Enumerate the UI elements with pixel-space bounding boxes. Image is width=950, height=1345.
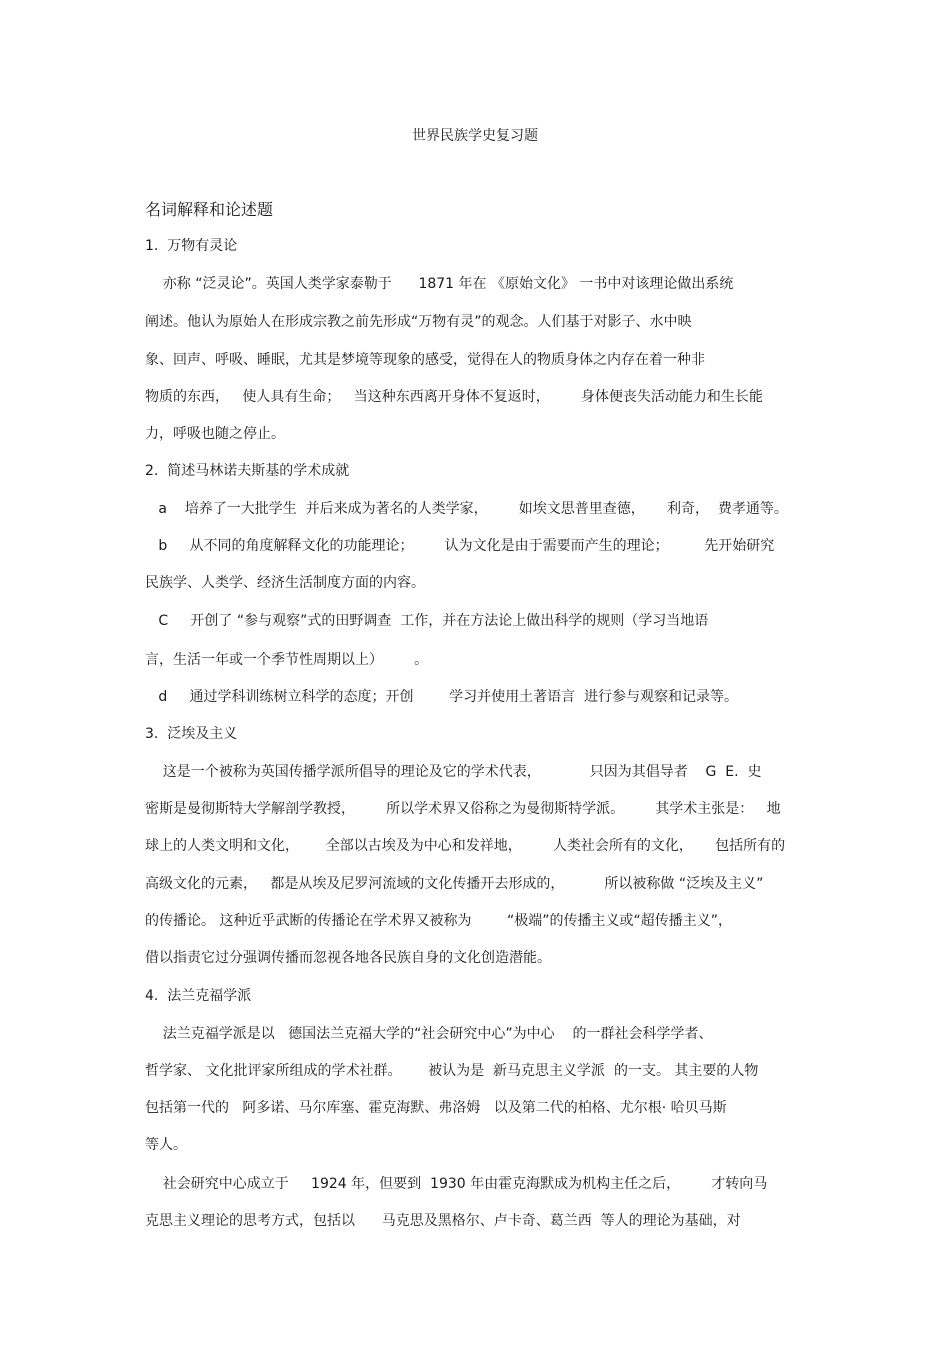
list-item-continuation: 言，生活一年或一个季节性周期以上） 。 <box>145 652 429 668</box>
paragraph-line: 高级文化的元素， 都是从埃及尼罗河流域的文化传播开去形成的， 所以被称做 “泛埃及主义” <box>145 876 764 892</box>
item-2-heading: 2. 简述马林诺夫斯基的学术成就 <box>145 463 350 479</box>
paragraph-line: 阐述。他认为原始人在形成宗教之前先形成“万物有灵”的观念。人们基于对影子、水中映 <box>145 314 692 330</box>
paragraph-line: 克思主义理论的思考方式，包括以 马克思及黑格尔、卢卡奇、葛兰西 等人的理论为基础，对 <box>145 1213 741 1229</box>
paragraph-line: 等人。 <box>145 1137 187 1153</box>
paragraph-line: 密斯是曼彻斯特大学解剖学教授， 所以学术界又俗称之为曼彻斯特学派。 其学术主张是： 地 <box>145 801 781 817</box>
item-3-heading: 3. 泛埃及主义 <box>145 726 238 742</box>
list-item: d 通过学科训练树立科学的态度；开创 学习并使用土著语言 进行参与观察和记录等。 <box>145 689 738 705</box>
paragraph-line: 象、回声、呼吸、睡眠，尤其是梦境等现象的感受，觉得在人的物质身体之内存在着一种非 <box>145 352 705 368</box>
paragraph-line: 哲学家、 文化批评家所组成的学术社群。 被认为是 新马克思主义学派 的一支。 其主要的人物 <box>145 1063 759 1079</box>
paragraph-line: 借以指责它过分强调传播而忽视各地各民族自身的文化创造潜能。 <box>145 950 551 966</box>
list-item: a 培养了一大批学生 并后来成为著名的人类学家， 如埃文思普里查德， 利奇， 费孝通等。 <box>145 501 788 517</box>
section-heading: 名词解释和论述题 <box>145 200 274 219</box>
paragraph-line: 亦称 “泛灵论”。英国人类学家泰勒于 1871 年在 《原始文化》 一书中对该理论做出系统 <box>145 276 734 292</box>
paragraph-line: 这是一个被称为英国传播学派所倡导的理论及它的学术代表， 只因为其倡导者 G E. 史 <box>145 764 762 780</box>
document-title: 世界民族学史复习题 <box>412 128 538 144</box>
paragraph-line: 法兰克福学派是以 德国法兰克福大学的“社会研究中心”为中心 的一群社会科学学者、 <box>145 1026 713 1042</box>
list-item: b 从不同的角度解释文化的功能理论； 认为文化是由于需要而产生的理论； 先开始研究 <box>145 538 775 554</box>
paragraph-line: 包括第一代的 阿多诺、马尔库塞、霍克海默、弗洛姆 以及第二代的柏格、尤尔根· 哈贝马斯 <box>145 1100 727 1116</box>
list-item: C 开创了 “参与观察”式的田野调查 工作，并在方法论上做出科学的规则（学习当地语 <box>145 613 709 629</box>
paragraph-line: 的传播论。 这种近乎武断的传播论在学术界又被称为 “极端”的传播主义或“超传播主义”， <box>145 913 733 929</box>
item-4-heading: 4. 法兰克福学派 <box>145 988 252 1004</box>
paragraph-line: 力，呼吸也随之停止。 <box>145 426 285 442</box>
item-1-heading: 1. 万物有灵论 <box>145 238 238 254</box>
paragraph-line: 物质的东西， 使人具有生命； 当这种东西离开身体不复返时， 身体便丧失活动能力和生长能 <box>145 389 763 405</box>
paragraph-line: 球上的人类文明和文化， 全部以古埃及为中心和发祥地， 人类社会所有的文化， 包括所有的 <box>145 838 786 854</box>
paragraph-line: 社会研究中心成立于 1924 年，但要到 1930 年由霍克海默成为机构主任之后， 才转向马 <box>145 1176 768 1192</box>
list-item-continuation: 民族学、人类学、经济生活制度方面的内容。 <box>145 575 425 591</box>
